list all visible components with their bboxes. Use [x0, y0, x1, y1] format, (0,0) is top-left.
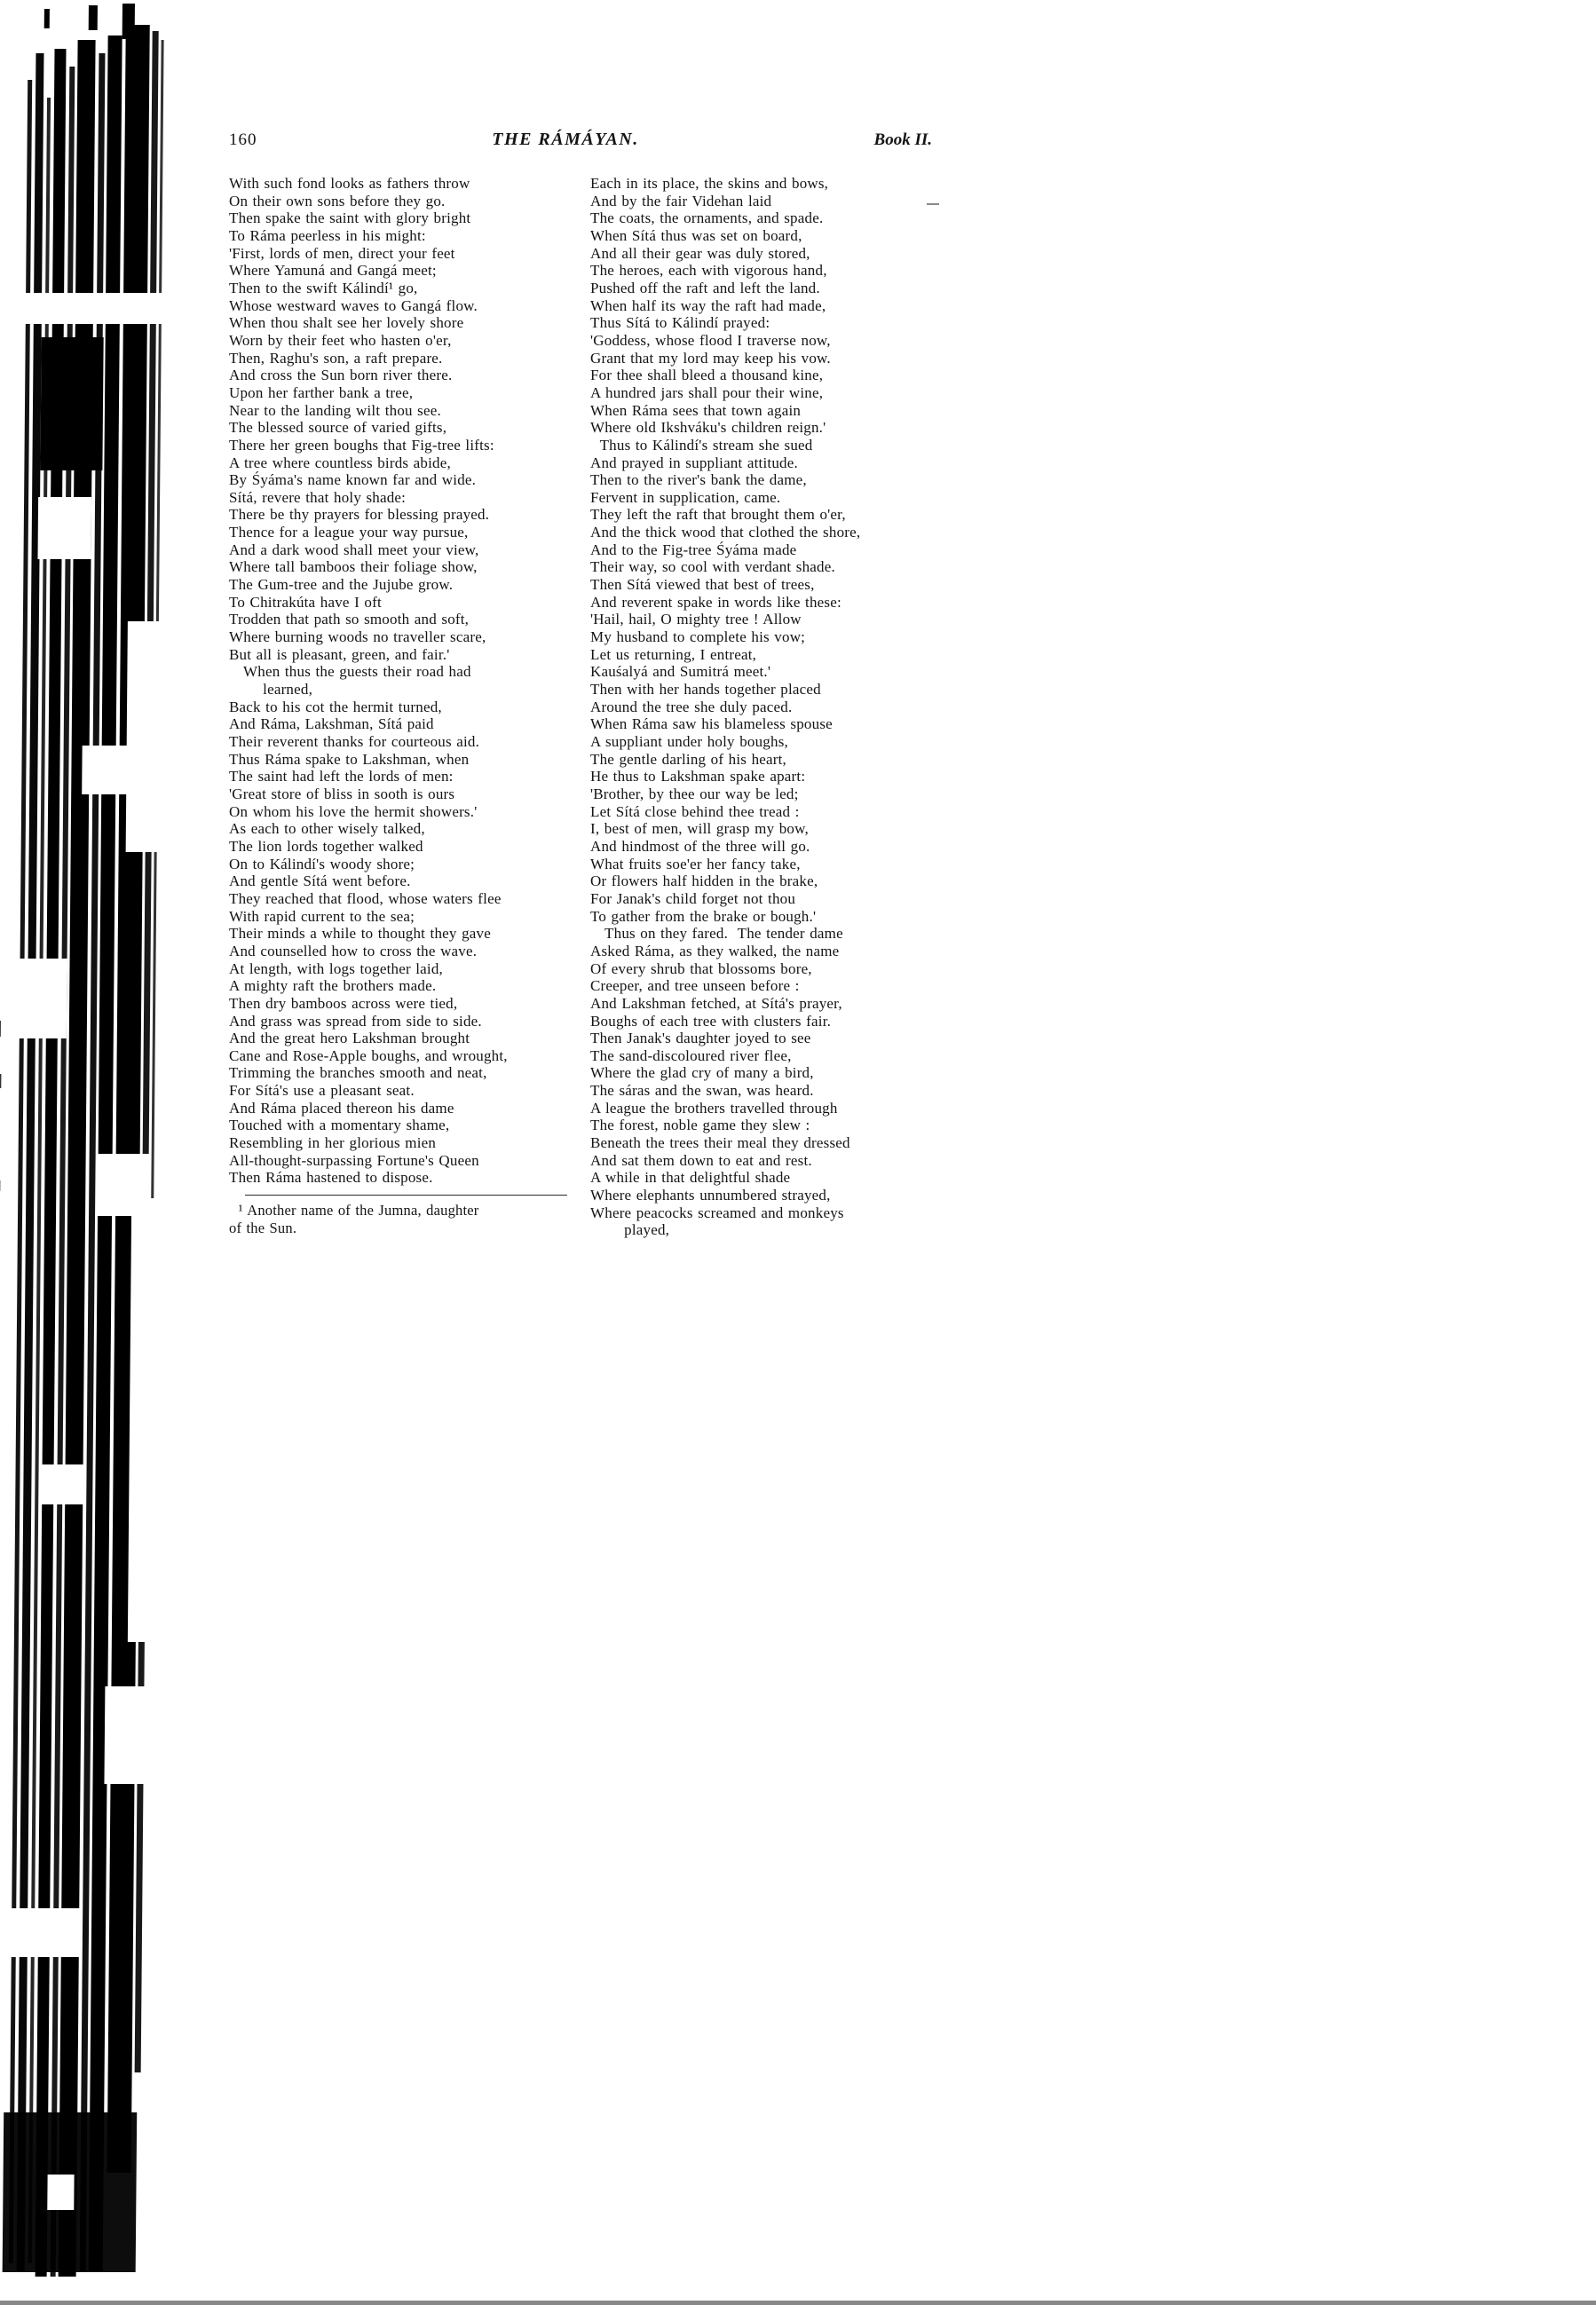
- verse-line: And the thick wood that clothed the shore,: [590, 524, 939, 541]
- verse-line: Back to his cot the hermit turned,: [229, 699, 578, 716]
- verse-line: Where the glad cry of many a bird,: [590, 1064, 939, 1082]
- verse-line: And a dark wood shall meet your view,: [229, 541, 578, 559]
- verse-line: Thence for a league your way pursue,: [229, 524, 578, 541]
- verse-line: Upon her farther bank a tree,: [229, 384, 578, 402]
- verse-line: The saint had left the lords of men:: [229, 768, 578, 785]
- verse-line: Sítá, revere that holy shade:: [229, 489, 578, 507]
- verse-line: The Gum-tree and the Jujube grow.: [229, 576, 578, 594]
- verse-line: Where Yamuná and Gangá meet;: [229, 262, 578, 280]
- verse-line: Thus to Kálindí's stream she sued: [590, 437, 939, 454]
- verse-line: He thus to Lakshman spake apart:: [590, 768, 939, 785]
- verse-line: ¹ Another name of the Jumna, daughter: [229, 1202, 578, 1220]
- verse-line: A while in that delightful shade: [590, 1169, 939, 1187]
- verse-line: What fruits soe'er her fancy take,: [590, 856, 939, 873]
- verse-line: Then Janak's daughter joyed to see: [590, 1030, 939, 1047]
- verse-line: My husband to complete his vow;: [590, 628, 939, 646]
- verse-line: And by the fair Videhan laid: [590, 193, 939, 210]
- verse-line: learned,: [229, 681, 578, 699]
- verse-line: Resembling in her glorious mien: [229, 1134, 578, 1152]
- verse-line: And Ráma placed thereon his dame: [229, 1100, 578, 1117]
- verse-line: There her green boughs that Fig-tree lifts:: [229, 437, 578, 454]
- verse-line: A tree where countless birds abide,: [229, 454, 578, 472]
- verse-line: Trodden that path so smooth and soft,: [229, 611, 578, 628]
- verse-line: Thus on they fared. The tender dame: [590, 925, 939, 943]
- page-header: [229, 130, 932, 150]
- verse-line: Or flowers half hidden in the brake,: [590, 872, 939, 890]
- verse-line: The blessed source of varied gifts,: [229, 419, 578, 437]
- verse-line: And all their gear was duly stored,: [590, 245, 939, 263]
- verse-line: They reached that flood, whose waters flee: [229, 890, 578, 908]
- verse-line: Thus Ráma spake to Lakshman, when: [229, 751, 578, 769]
- verse-line: And Ráma, Lakshman, Sítá paid: [229, 715, 578, 733]
- verse-line: For Sítá's use a pleasant seat.: [229, 1082, 578, 1100]
- verse-line: And grass was spread from side to side.: [229, 1013, 578, 1030]
- verse-line: Then with her hands together placed: [590, 681, 939, 699]
- verse-line: And hindmost of the three will go.: [590, 838, 939, 856]
- scan-gutter-artifact: [0, 0, 186, 2301]
- verse-line: A hundred jars shall pour their wine,: [590, 384, 939, 402]
- verse-line: 'First, lords of men, direct your feet: [229, 245, 578, 263]
- verse-line: Of every shrub that blossoms bore,: [590, 960, 939, 978]
- verse-line: By Śyáma's name known far and wide.: [229, 471, 578, 489]
- verse-line: As each to other wisely talked,: [229, 820, 578, 838]
- verse-line: Then to the swift Kálindí¹ go,: [229, 280, 578, 297]
- verse-line: At length, with logs together laid,: [229, 960, 578, 978]
- verse-line: A league the brothers travelled through: [590, 1100, 939, 1117]
- verse-line: played,: [590, 1221, 939, 1239]
- verse-line: 'Goddess, whose flood I traverse now,: [590, 332, 939, 350]
- verse-line: Then to the river's bank the dame,: [590, 471, 939, 489]
- verse-line: Grant that my lord may keep his vow.: [590, 350, 939, 367]
- verse-line: To Ráma peerless in his might:: [229, 227, 578, 245]
- verse-line: of the Sun.: [229, 1220, 578, 1237]
- verse-line: And the great hero Lakshman brought: [229, 1030, 578, 1047]
- verse-line: Where elephants unnumbered strayed,: [590, 1187, 939, 1204]
- verse-line: Beneath the trees their meal they dressed: [590, 1134, 939, 1152]
- verse-line: But all is pleasant, green, and fair.': [229, 646, 578, 664]
- verse-line: All-thought-surpassing Fortune's Queen: [229, 1152, 578, 1170]
- verse-line: And counselled how to cross the wave.: [229, 943, 578, 960]
- verse-line: For Janak's child forget not thou: [590, 890, 939, 908]
- verse-line: On their own sons before they go.: [229, 193, 578, 210]
- verse-line: Their reverent thanks for courteous aid.: [229, 733, 578, 751]
- verse-line: Fervent in supplication, came.: [590, 489, 939, 507]
- verse-line: Their minds a while to thought they gave: [229, 925, 578, 943]
- verse-line: When half its way the raft had made,: [590, 297, 939, 315]
- verse-line: Worn by their feet who hasten o'er,: [229, 332, 578, 350]
- verse-line: Then dry bamboos across were tied,: [229, 995, 578, 1013]
- verse-line: I, best of men, will grasp my bow,: [590, 820, 939, 838]
- book-label: Book II.: [874, 130, 932, 150]
- verse-line: Pushed off the raft and left the land.: [590, 280, 939, 297]
- verse-line: The heroes, each with vigorous hand,: [590, 262, 939, 280]
- verse-line: They left the raft that brought them o'er,: [590, 506, 939, 524]
- verse-line: 'Brother, by thee our way be led;: [590, 785, 939, 803]
- verse-line: The gentle darling of his heart,: [590, 751, 939, 769]
- verse-line: Asked Ráma, as they walked, the name: [590, 943, 939, 960]
- verse-line: Near to the landing wilt thou see.: [229, 402, 578, 420]
- verse-line: With such fond looks as fathers throw: [229, 175, 578, 193]
- verse-line: Then spake the saint with glory bright: [229, 209, 578, 227]
- verse-line: Then, Raghu's son, a raft prepare.: [229, 350, 578, 367]
- verse-line: Then Ráma hastened to dispose.: [229, 1169, 578, 1187]
- verse-line: On whom his love the hermit showers.': [229, 803, 578, 821]
- verse-line: There be thy prayers for blessing prayed.: [229, 506, 578, 524]
- verse-line: And Lakshman fetched, at Sítá's prayer,: [590, 995, 939, 1013]
- verse-line: The forest, noble game they slew :: [590, 1117, 939, 1134]
- verse-line: The coats, the ornaments, and spade.: [590, 209, 939, 227]
- verse-line: When Ráma saw his blameless spouse: [590, 715, 939, 733]
- verse-line: Where burning woods no traveller scare,: [229, 628, 578, 646]
- left-column: [229, 175, 578, 1239]
- footnote-rule: [245, 1195, 567, 1196]
- page-number: 160: [229, 130, 257, 150]
- verse-line: The sáras and the swan, was heard.: [590, 1082, 939, 1100]
- footnote: [229, 1202, 578, 1236]
- verse-line: Where peacocks screamed and monkeys: [590, 1204, 939, 1222]
- verse-line: To Chitrakúta have I oft: [229, 594, 578, 612]
- right-column-lines: [590, 175, 939, 1239]
- verse-line: When thus the guests their road had: [229, 663, 578, 681]
- verse-line: The sand-discoloured river flee,: [590, 1047, 939, 1065]
- left-column-lines: [229, 175, 578, 1187]
- verse-line: And prayed in suppliant attitude.: [590, 454, 939, 472]
- verse-line: Where old Ikshváku's children reign.': [590, 419, 939, 437]
- verse-line: Where tall bamboos their foliage show,: [229, 558, 578, 576]
- verse-line: Each in its place, the skins and bows,: [590, 175, 939, 193]
- verse-line: When Ráma sees that town again: [590, 402, 939, 420]
- verse-line: When Sítá thus was set on board,: [590, 227, 939, 245]
- verse-line: Thus Sítá to Kálindí prayed:: [590, 314, 939, 332]
- verse-line: On to Kálindí's woody shore;: [229, 856, 578, 873]
- text-columns: [229, 175, 939, 1239]
- verse-line: When thou shalt see her lovely shore: [229, 314, 578, 332]
- verse-line: And sat them down to eat and rest.: [590, 1152, 939, 1170]
- verse-line: Boughs of each tree with clusters fair.: [590, 1013, 939, 1030]
- gutter-streaks-image: [0, 0, 186, 2301]
- verse-line: The lion lords together walked: [229, 838, 578, 856]
- verse-line: For thee shall bleed a thousand kine,: [590, 367, 939, 384]
- verse-line: Kauśalyá and Sumitrá meet.': [590, 663, 939, 681]
- verse-line: 'Great store of bliss in sooth is ours: [229, 785, 578, 803]
- verse-line: Then Sítá viewed that best of trees,: [590, 576, 939, 594]
- verse-line: Their way, so cool with verdant shade.: [590, 558, 939, 576]
- verse-line: A mighty raft the brothers made.: [229, 977, 578, 995]
- verse-line: Around the tree she duly paced.: [590, 699, 939, 716]
- right-column: [590, 175, 939, 1239]
- verse-line: With rapid current to the sea;: [229, 908, 578, 926]
- verse-line: Let us returning, I entreat,: [590, 646, 939, 664]
- verse-line: Whose westward waves to Gangá flow.: [229, 297, 578, 315]
- verse-line: And to the Fig-tree Śyáma made: [590, 541, 939, 559]
- verse-line: 'Hail, hail, O mighty tree ! Allow: [590, 611, 939, 628]
- verse-line: And gentle Sítá went before.: [229, 872, 578, 890]
- verse-line: And reverent spake in words like these:: [590, 594, 939, 612]
- verse-line: A suppliant under holy boughs,: [590, 733, 939, 751]
- verse-line: To gather from the brake or bough.': [590, 908, 939, 926]
- verse-line: And cross the Sun born river there.: [229, 367, 578, 384]
- verse-line: Touched with a momentary shame,: [229, 1117, 578, 1134]
- verse-line: Let Sítá close behind thee tread :: [590, 803, 939, 821]
- verse-line: Cane and Rose-Apple boughs, and wrought,: [229, 1047, 578, 1065]
- page-title: THE RÁMÁYAN.: [492, 130, 638, 150]
- verse-line: Creeper, and tree unseen before :: [590, 977, 939, 995]
- verse-line: Trimming the branches smooth and neat,: [229, 1064, 578, 1082]
